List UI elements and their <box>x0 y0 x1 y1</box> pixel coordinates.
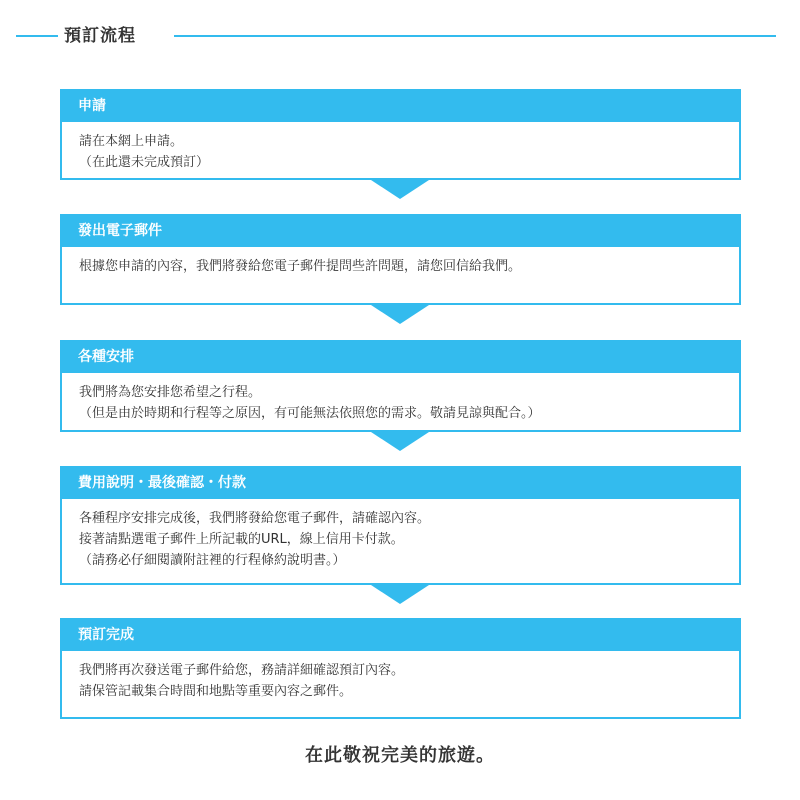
step-line: 接著請點選電子郵件上所記載的URL，線上信用卡付款。 <box>79 532 404 547</box>
step-apply <box>60 89 741 180</box>
step-complete <box>60 618 741 719</box>
step-line: 我們將再次發送電子郵件給您，務請詳細確認預訂內容。 <box>79 663 405 678</box>
step-header: 預訂完成 <box>62 620 739 651</box>
flow-arrow-down <box>371 305 429 324</box>
title-rule-right <box>174 35 776 37</box>
step-header: 申請 <box>62 91 739 122</box>
step-header: 發出電子郵件 <box>62 216 739 247</box>
closing-message: 在此敬祝完美的旅遊。 <box>305 745 495 766</box>
step-body <box>62 122 739 173</box>
step-line: 各種程序安排完成後，我們將發給您電子郵件，請確認內容。 <box>79 511 431 526</box>
step-line: 請保管記載集合時間和地點等重要內容之郵件。 <box>79 684 353 699</box>
step-payment <box>60 466 741 585</box>
step-body <box>62 373 739 424</box>
step-header: 費用說明・最後確認・付款 <box>62 468 739 499</box>
section-title-bar <box>16 24 776 48</box>
step-line: （在此還未完成預訂） <box>79 155 210 170</box>
step-line: 根據您申請的內容，我們將發給您電子郵件提問些許問題，請您回信給我們。 <box>79 259 522 274</box>
step-send-email <box>60 214 741 305</box>
step-body <box>62 651 739 702</box>
step-body <box>62 247 739 277</box>
step-line: 請在本網上申請。 <box>79 134 184 149</box>
title-rule-left <box>16 35 58 37</box>
step-line: （請務必仔細閱讀附註裡的行程條約說明書。） <box>79 553 346 568</box>
step-header: 各種安排 <box>62 342 739 373</box>
flow-arrow-down <box>371 432 429 451</box>
step-line: （但是由於時期和行程等之原因，有可能無法依照您的需求。敬請見諒與配合。） <box>79 406 541 421</box>
step-line: 我們將為您安排您希望之行程。 <box>79 385 262 400</box>
flow-arrow-down <box>371 585 429 604</box>
flow-arrow-down <box>371 180 429 199</box>
page-title: 預訂流程 <box>64 26 136 46</box>
step-body <box>62 499 739 571</box>
step-arrangements <box>60 340 741 432</box>
